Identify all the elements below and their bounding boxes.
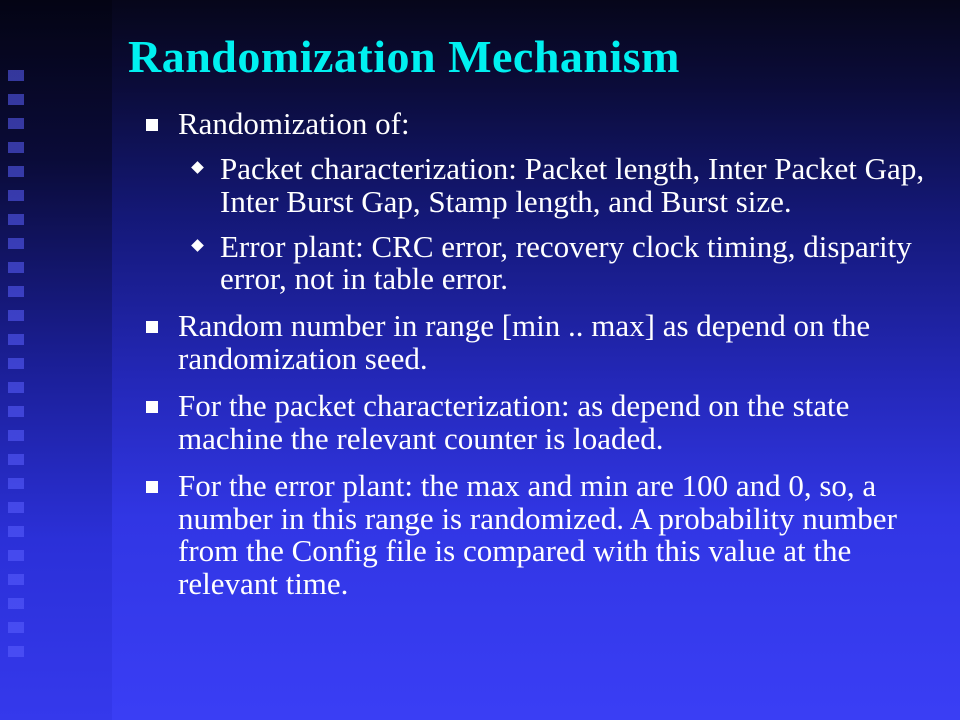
- diamond-bullet-icon: [191, 239, 204, 252]
- bullet-item: [146, 108, 946, 141]
- sub-bullet-item: [190, 228, 946, 297]
- sub-bullet-text: Error plant: CRC error, recovery clock timing, disparity error, not in table error.: [220, 228, 912, 297]
- bullet-item: [146, 390, 946, 456]
- square-bullet-icon: [146, 321, 158, 333]
- bullet-item: [146, 310, 946, 376]
- square-pattern: [8, 70, 24, 670]
- square-bullet-icon: [146, 401, 158, 413]
- sub-bullet-item: [190, 150, 946, 219]
- slide-title: Randomization Mechanism: [128, 31, 680, 82]
- square-bullet-icon: [146, 119, 158, 131]
- diamond-bullet-icon: [191, 161, 204, 174]
- bullet-text: Random number in range [min .. max] as depend on the randomization seed.: [178, 308, 871, 377]
- left-decorative-strip: [0, 0, 112, 720]
- bullet-text: For the packet characterization: as depend on the state machine the relevant counter is loaded.: [178, 388, 850, 456]
- bullet-text: For the error plant: the max and min are 100 and 0, so, a number in this range is randomized. A probability number from the Config file is compared with this value at the relevant time.: [178, 467, 897, 602]
- sub-bullet-text: Packet characterization: Packet length, Inter Packet Gap, Inter Burst Gap, Stamp length, and Burst size.: [220, 150, 925, 219]
- slide-content: [146, 108, 946, 615]
- bullet-item: [146, 467, 946, 602]
- square-bullet-icon: [146, 481, 158, 493]
- sub-bullet-list: [146, 150, 946, 297]
- bullet-text: Randomization of:: [178, 106, 410, 141]
